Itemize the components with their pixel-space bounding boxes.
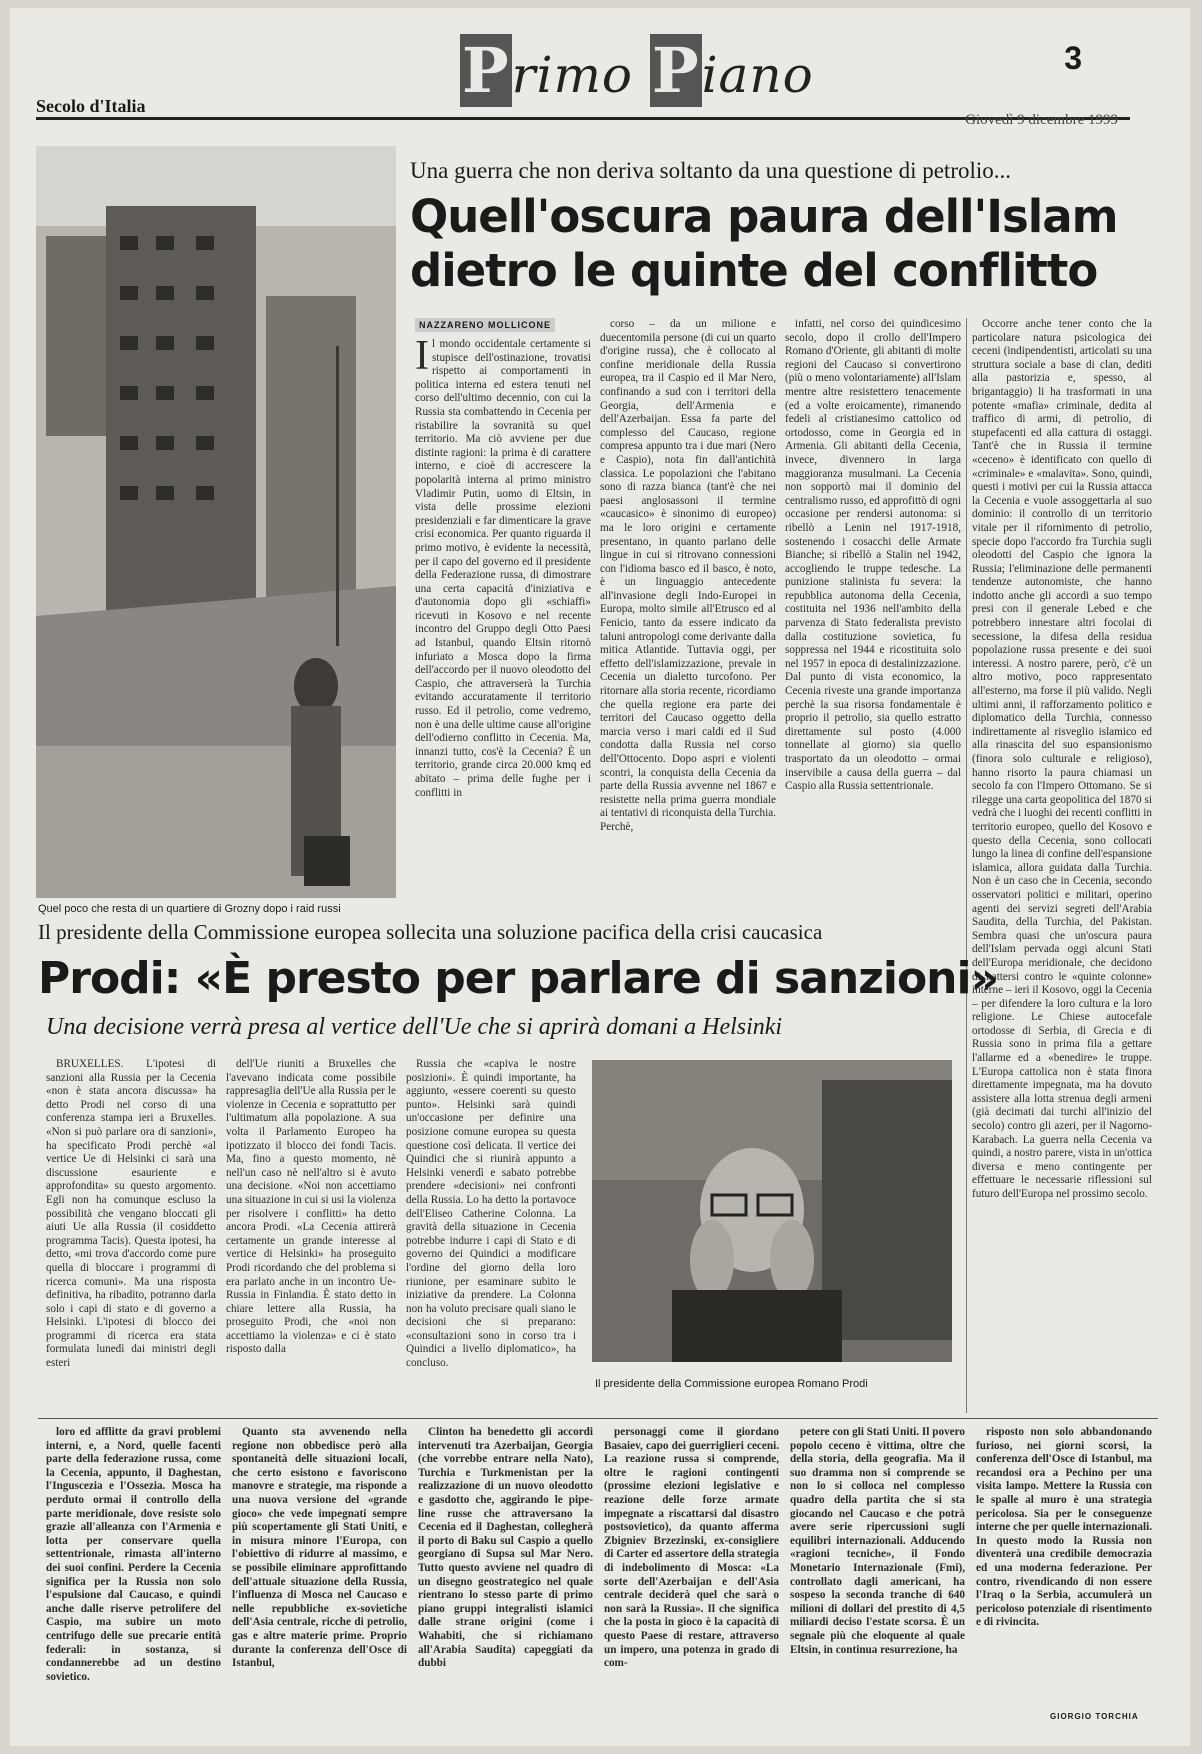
section-logo-initial-2: P: [651, 34, 700, 107]
article1-column-2: [600, 318, 776, 898]
grozny-photo-caption: Quel poco che resta di un quartiere di Grozny dopo i raid russi: [38, 903, 341, 915]
section-logo-text-2: iano: [701, 46, 814, 104]
issue-date: Giovedì 9 dicembre 1999: [965, 112, 1118, 128]
continuation-column-2-text: Quanto sta avvenendo nella regione non obbedisce però alla spontaneità delle situazioni locali, che certo esistono e favoriscono manovre e strategie, ma risponde a una nuova versione del «grande gioco» che vede impegnati sempre più scopertamente gli Stati Uniti, e in misura minore l'Europa, con l'obiettivo di ridurre al massimo, e se possibile eliminare approfittando dell'attuale situazione della Russia, l'influenza di Mosca nel Caucaso e nelle repubbliche ex-sovietiche dell'Asia centrale, ricche di petrolio, gas e altre materie prime. Proprio durante la conferenza dell'Osce di Istanbul,: [232, 1426, 407, 1670]
article1-byline: NAZZARENO MOLLICONE: [415, 318, 555, 332]
section-logo-initial-1: P: [462, 34, 510, 107]
article1-kicker: Una guerra che non deriva soltanto da una questione di petrolio...: [410, 158, 1012, 183]
article1-column-3: [785, 318, 961, 898]
page-number: 3: [1064, 40, 1082, 76]
grozny-photo: [36, 146, 396, 898]
article1-column-3-text: infatti, nel corso dei quindicesimo secolo, dopo il crollo dell'Impero Romano d'Oriente, gli abitanti di molte regioni del Caucaso si convertirono (più o meno volontariamente) all'Islam mentre altre resistettero tenacemente (ed a volte eroicamente), rimanendo fedeli al cristianesimo cattolico od ortodosso, come in Georgia ed in Armenia. Gli abitanti della Cecenia, invece, divennero in larga maggioranza musulmani. La Cecenia non sopportò mai il dominio del centralismo russo, ed approfittò di ogni occasione per rendersi autonoma: si ribellò a Lenin nel 1917-1918, sostenendo i cosacchi delle Armate Bianche; si ribellò a Stalin nel 1942, accogliendo le truppe tedesche. La punizione stalinista fu severa: la repubblica autonoma della Cecenia, costituita nel 1936 nell'ambito della parvenza di Stato federalista previsto dalla costituzione sovietica, fu soppressa nel 1944 e ricostituita solo nel 1957 in epoca di destalinizzazione. Dal punto di vista economico, la Cecenia riveste una grande importanza perchè la sua risorsa fondamentale è proprio il petrolio, sia quello estratto direttamente sul posto (4.000 tonnellate al giorno) sia quello trasportato da un oleodotto – ormai inservibile a causa della guerra – dal Caspio alla Russia settentrionale.: [785, 318, 961, 793]
continuation-column-3: [418, 1426, 593, 1726]
continuation-column-3-text: Clinton ha benedetto gli accordi intervenuti tra Azerbaijan, Georgia (che vorrebbe entrare nella Nato), Turchia e Turkmenistan per la realizzazione di un nuovo oleodotto e gasdotto che, aggirando le pipe-line russe che attraversano la Cecenia ed il Daghestan, collegherà il porto di Baku sul Caspio a quello georgiano di Supsa sul Mar Nero. Tutto questo avviene nel quadro di un disegno geostrategico nel quale rientrano lo stesso parte di primo piano gruppi integralisti islamici dalle strane origini (come i Wahabiti, che si richiamano all'Arabia Saudita) capeggiati da dubbi: [418, 1426, 593, 1670]
article1-column-2-text: corso – da un milione e duecentomila persone (di cui un quarto d'origine russa), che è collocato al confine meridionale della Russia europea, tra il Caspio ed il Mar Nero, confinando a sud con i territori della Georgia, dell'Armenia e dell'Azerbaijan. Essa fa parte del complesso del Caucaso, regione compresa appunto tra i due mari (Nero e Caspio), nota fin dall'antichità classica. Le popolazioni che l'abitano sono di razza bianca (tant'è che nei paesi anglosassoni il termine «caucasico» è sinonimo di europeo) ma le loro origini e certamente presentano, in quanto parlano delle lingue in cui si ritrovano connessioni con l'idioma basco ed il basco, è noto, è un linguaggio antecedente all'invasione degli Indo-Europei in Europa, molto simile all'Etrusco ed al Fenicio, tanto da essere indicato da taluni antropologi come derivante dalla mitica Atlantide. Tuttavia oggi, per effetto dell'islamizzazione, prevale in Cecenia un dialetto turcofono. Per ritornare alla storia recente, ricordiamo che quella regione era parte dei territori del Caucaso oggetto della marcia verso i mari caldi ed il Sud condotta dalla Russia nel corso dell'Ottocento. Dopo aspri e violenti scontri, la conquista della Cecenia da parte della Russia avvenne nel 1867 e resistette nella prima guerra mondiale ai tentativi di riconquista della Turchia. Perchè,: [600, 318, 776, 833]
article1-column-4: [972, 318, 1152, 1413]
continuation-column-6: [976, 1426, 1152, 1708]
continuation-column-1-text: loro ed afflitte da gravi problemi interni, e, a Nord, quelle facenti parte della federazione russa, come la Cecenia, appunto, il Daghestan, l'Inguscezia e l'Ossezia. Mosca ha perduto ormai il controllo della parte meridionale, dove resiste solo grazie all'alleanza con l'Armenia e lotta per conservare quella settentrionale, rimasta all'interno dei suoi confini. Perdere la Cecenia significa per la Russia non solo l'espulsione dal Caucaso, e quindi anche dalle riserve petrolifere del Caspio, ma subire un moto centrifugo delle sue precarie entità federali: in sostanza, si condannerebbe ad un destino sovietico.: [46, 1426, 221, 1683]
article2-column-2: [226, 1058, 396, 1413]
section-logo: [460, 34, 814, 107]
article2-subhead: Una decisione verrà presa al vertice dell'Ue che si aprirà domani a Helsinki: [46, 1014, 783, 1040]
grozny-photo-illustration: [36, 146, 396, 898]
section-logo-text-1: rimo: [511, 46, 650, 104]
continuation-author: GIORGIO TORCHIA: [1050, 1712, 1139, 1721]
article1-column-1: [415, 338, 591, 898]
continuation-column-1: [46, 1426, 221, 1726]
newspaper-name: Secolo d'Italia: [36, 96, 146, 116]
article1-dropcap: I: [415, 338, 429, 379]
article1-column-4-text: Occorre anche tener conto che la particolare natura psicologica dei ceceni (indipendentisti, articolati su una struttura sociale a base di clan, dediti alla pastorizia e, spesso, al brigantaggio) li ha trasformati in una potente «mafia» criminale, dedita al traffico di armi, di petrolio, di stupefacenti ed alla cattura di ostaggi. Tant'è che in Russia il termine «ceceno» è identificato con quello di «criminale» e «malavita». Sono, quindi, questi i motivi per cui la Russia attacca la Cecenia e vuole assoggettarla al suo dominio: il controllo di un territorio vitale per il rifornimento di petrolio, specie dopo l'accordo fra Turchia sugli oleodotti del Caspio che ignora la Russia; l'eliminazione delle permanenti tendenze autonomiste, che hanno indotto anche gli accordi a suo tempo presi con il generale Lebed e che potrebbero innestare altri focolai di secessione, la difesa della residua popolazione russa presente e dei suoi interessi. A nostro parere, però, c'è un altro motivo, poco rappresentato all'esterno, ma forse il più valido. Negli ultimi anni, il rafforzamento politico e diplomatico della Turchia, connesso indirettamente al risveglio islamico ed alla rinascita del suo espansionismo (finora solo culturale e religioso), hanno risorto la paura chiamasi un secolo fa con l'Impero Ottomano. Se si rilegge una carta geopolitica del 1870 si vedrà che i luoghi dei recenti conflitti in territorio europeo, quello del Kosovo e questo della Cecenia, sono collocati lungo la linea di confine dell'espansione islamica, allora guidata dalla Turchia. Non è un caso che in Cecenia, secondo osservatori politici e militari, operino agenti dei servizi segreti dell'Arabia Saudita, della Turchia, del Pakistan. Sembra quasi che un'oscura paura dell'Islam pervada oggi alcuni Stati dell'Europa meridionale, che decidono di battersi contro le «quinte colonne» interne – ieri il Kosovo, oggi la Cecenia – per difendere la loro cultura e la loro religione. Le Chiese autocefale ortodosse di Serbia, di Grecia e di Russia sono in prima fila a gettare l'allarme ed a «benedire» le truppe. L'Europa cattolica non è stata finora direttamente impegnata, ma ha dovuto assistere alla lotta strenua degli armeni (già decimati dai turchi all'inizio del secolo) contro gli azeri, per il Nagorno-Karabach. La guerra nella Cecenia va quindi, a nostro parere, vista in un'ottica diversa e meno contingente per effettuare le necessarie riflessioni sul futuro dell'Europa nel prossimo secolo.: [972, 318, 1152, 1200]
article2-column-2-text: dell'Ue riuniti a Bruxelles che l'avevano indicata come possibile rappresaglia dell'Ue alla Russia per le violenze in Cecenia e soprattutto per l'ultimatum alla popolazione. A sua volta il Parlamento Europeo ha ipotizzato il blocco dei fondi Tacis. Ma, fino a questo momento, nè nell'un caso nè nell'altro si è avuto una decisione. «Noi non accettiamo una situazione in cui si usi la violenza per risolvere i conflitti» ha detto ancora Prodi. «La Cecenia attirerà certamente un grande interesse al vertice di Helsinki» ha proseguito Prodi ricordando che del problema si era parlato anche in un incontro Ue-Russia in Finlandia. È stato detto in chiare lettere alla Russia, ha proseguito Prodi, che «noi non accettiamo la violenza» e ci è stato risposto dalla: [226, 1058, 396, 1356]
article2-column-3-text: Russia che «capiva le nostre posizioni». È quindi importante, ha aggiunto, «essere coerenti su questo punto». Helsinki sarà quindi un'occasione per definire una posizione comune europea su questa questione così delicata. Il vertice dei Quindici che si riunirà appunto a Helsinki venerdì e sabato potrebbe prendere «decisioni» nei confronti della Russia. Lo ha detto la portavoce dell'Eliseo Catherine Colonna. La gravità della situazione in Cecenia potrebbe indurre i capi di Stato e di governo dei Quindici a modificare l'ordine del giorno della loro riunione, per esaminare subito le iniziative da prendere. La Colonna non ha voluto precisare quali siano le decisioni che si preparano: «consultazioni sono in corso tra i Quindici a livello diplomatico», ha concluso.: [406, 1058, 576, 1370]
section-divider: [38, 1418, 1158, 1419]
prodi-photo: [592, 1060, 952, 1362]
column-divider: [966, 318, 967, 1413]
continuation-column-4: [604, 1426, 779, 1726]
article2-column-1: [46, 1058, 216, 1413]
article1-headline-line1: Quell'oscura paura dell'Islam: [410, 190, 1118, 243]
prodi-photo-illustration: [592, 1060, 952, 1362]
article2-column-3: [406, 1058, 576, 1413]
continuation-column-5-text: petere con gli Stati Uniti. Il povero popolo ceceno è vittima, oltre che della storia, della geografia. Ma il suo dramma non si comprende se non lo si colloca nel complesso quadro della partita che si sta giocando nel Caucaso e che potrà avere serie ripercussioni sugli equilibri internazionali. Adducendo «ragioni tecniche», il Fondo Monetario Internazionale (Fmi), controllato dagli americani, ha sospeso la seconda tranche di 640 milioni di dollari del prestito di 4,5 miliardi deciso l'estate scorsa. È un segnale più che eloquente al quale Eltsin, in continua resurrezione, ha: [790, 1426, 965, 1656]
prodi-photo-caption: Il presidente della Commissione europea Romano Prodi: [595, 1378, 868, 1390]
continuation-column-5: [790, 1426, 965, 1726]
newspaper-page: [10, 8, 1190, 1746]
article2-column-1-text: BRUXELLES. L'ipotesi di sanzioni alla Russia per la Cecenia «non è stata ancora discussa» ha detto Prodi nel corso di una conferenza stampa ieri a Bruxelles. «Non si può parlare ora di sanzioni», ha specificato Prodi perchè «al vertice Ue di Helsinki ci sarà una discussione esauriente e approfondita» su questo argomento. Egli non ha comunque escluso la possibilità che vengano bloccati gli aiuti Ue alla Russia (il cosiddetto programma Tacis). Questa ipotesi, ha detto, «mi trova d'accordo come pure quella di bloccare i programmi di ricerca comuni». Ma una risposta definitiva, ha ribadito, potranno darla solo i capi di stato e di governo a Helsinki. L'ipotesi di blocco dei programmi di ricerca era stata formulata lunedì dai ministri degli esteri: [46, 1058, 216, 1370]
article2-headline: Prodi: «È presto per parlare di sanzioni»: [38, 953, 998, 1004]
article2-kicker: Il presidente della Commissione europea sollecita una soluzione pacifica della crisi caucasica: [38, 920, 823, 944]
continuation-column-4-text: personaggi come il giordano Basaiev, capo dei guerriglieri ceceni. La reazione russa si comprende, oltre le ragioni contingenti (prossime elezioni legislative e reazione delle forze armate impegnate a riscattarsi dal disastro postsovietico), da quanto afferma Zbigniev Brzezinski, ex-consigliere di Carter ed assertore della strategia di indebolimento di Mosca: «La sorte dell'Azerbaijan e dell'Asia centrale deciderà quel che sarà o non sarà la Russia». Il che significa che la posta in gioco è la capacità di questo Paese di restare, attraverso un impero, una potenza in grado di com-: [604, 1426, 779, 1670]
continuation-column-6-text: risposto non solo abbandonando furioso, nei giorni scorsi, la conferenza dell'Osce di Istanbul, ma recandosi ora a Pechino per una visita lampo. Mettere la Russia con le spalle al muro è una strategia pericolosa. Sia per le conseguenze interne che per quelle internazionali. In questo modo la Russia non diventerà una credibile democrazia ed una moderna federazione. Per contro, rivendicando di non essere l'Iraq o la Serbia, accumulerà un pericoloso potenziale di risentimento e di rivincita.: [976, 1426, 1152, 1629]
continuation-column-2: [232, 1426, 407, 1726]
article1-headline-line2: dietro le quinte del conflitto: [410, 244, 1098, 297]
article1-column-1-text: l mondo occidentale certamente si stupisce dell'ostinazione, trovatisi rispetto ai comportamenti in politica interna ed estera tenuti nel corso dell'ultimo decennio, con cui la Russia sta combattendo in Cecenia per ristabilire la sovranità su quel territorio. Ma ciò avviene per due distinte ragioni: la prima è di carattere interno, e cioè di accrescere la popolarità interna al primo ministro Vladimir Putin, uomo di Eltsin, in vista delle prossime elezioni presidenziali e far dimenticare la grave crisi economica. Per quanto riguarda il primo motivo, è evidente la necessità, per il capo del governo ed il presidente della Federazione russa, di dimostrare una certa capacità d'iniziativa e d'autonomia dopo gli «schiaffi» ricevuti in Kosovo e nel recente incontro del Gruppo degli Otto Paesi ad Istanbul, quando Eltsin ritornò infuriato a Mosca dopo la firma dell'accordo per il nuovo oleodotto del Caspio, che attraverserà la Turchia evitando accuratamente il territorio russo. Ed il petrolio, come vedremo, non è una delle ultime cause all'origine dell'odierno conflitto in Cecenia. Ma, innanzi tutto, cos'è la Cecenia? È un territorio, grande circa 20.000 kmq ed abitato – prima delle fughe per i conflitti in: [415, 338, 591, 799]
